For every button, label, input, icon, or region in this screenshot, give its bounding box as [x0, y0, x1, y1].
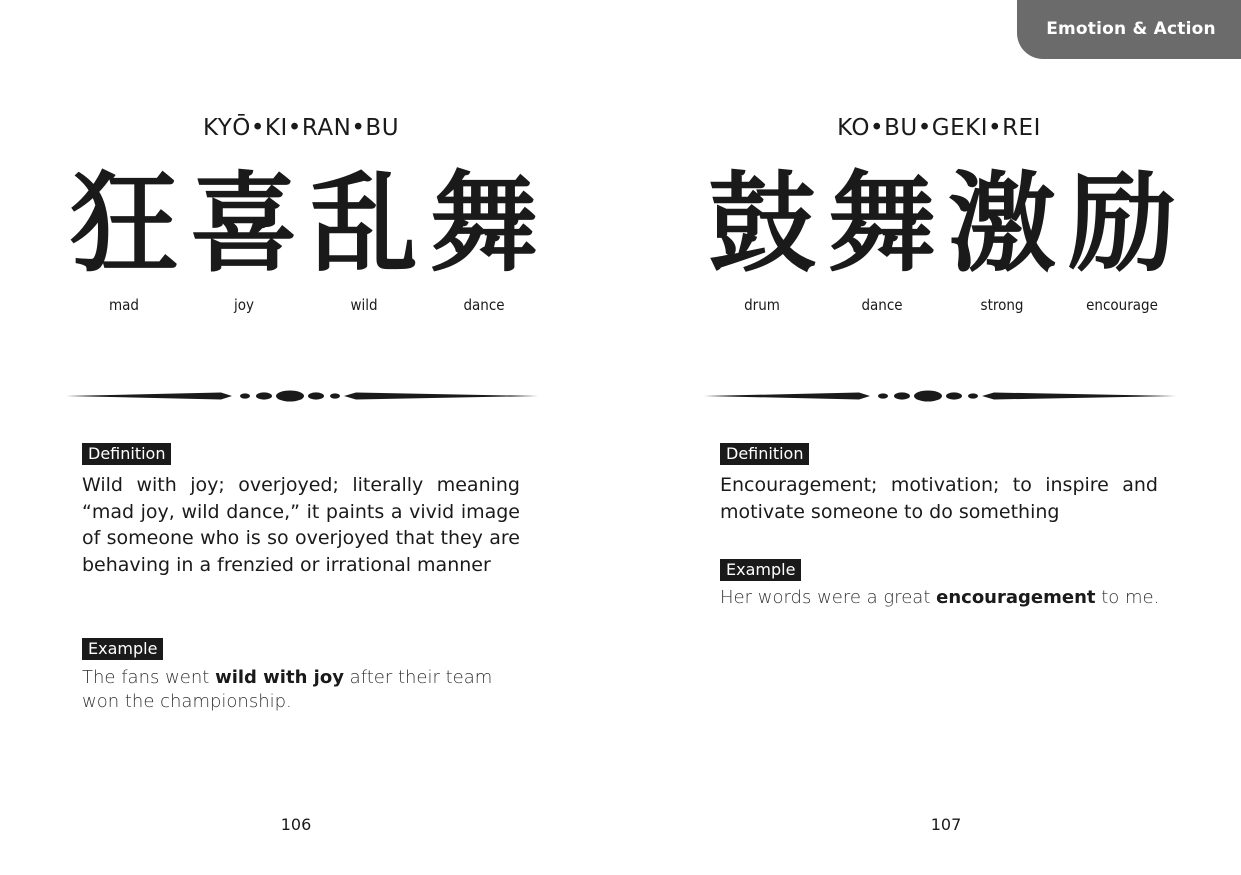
- kanji-gloss: encourage: [1086, 296, 1158, 314]
- romaji-reading: KYŌ•KI•RAN•BU: [202, 115, 400, 141]
- example-text-part: to me.: [1095, 587, 1160, 608]
- example-label: Example: [82, 638, 163, 660]
- example-text-part: after their team won the championship.: [82, 667, 493, 712]
- example-text: [720, 586, 1160, 610]
- kanji-row: [704, 161, 1180, 287]
- kanji-character: 喜: [189, 161, 298, 287]
- kanji-gloss: mad: [109, 296, 139, 314]
- gloss-row: [704, 296, 1180, 314]
- left-page: [66, 0, 538, 875]
- kanji-character: 鼓: [707, 161, 816, 287]
- example-text-part: Her words were a great: [720, 587, 937, 608]
- example-highlight: encouragement: [936, 587, 1096, 608]
- chapter-tab: Emotion & Action: [1017, 0, 1241, 59]
- example-label: Example: [720, 559, 801, 581]
- ornamental-divider-icon: [704, 383, 1176, 409]
- kanji-character: 乱: [309, 161, 418, 287]
- kanji-gloss: dance: [861, 296, 903, 314]
- kanji-character: 舞: [429, 161, 538, 287]
- right-page: [704, 0, 1176, 875]
- kanji-character: 狂: [69, 161, 178, 287]
- page-number: 106: [280, 815, 312, 834]
- kanji-character: 激: [947, 161, 1056, 287]
- definition-label: Definition: [720, 443, 809, 465]
- gloss-row: [66, 296, 542, 314]
- kanji-row: [66, 161, 542, 287]
- kanji-gloss: dance: [463, 296, 505, 314]
- example-text-part: The fans went: [82, 667, 216, 688]
- romaji-reading: KO•BU•GEKI•REI: [837, 115, 1041, 141]
- kanji-gloss: strong: [980, 296, 1024, 314]
- kanji-gloss: drum: [744, 296, 780, 314]
- definition-label: Definition: [82, 443, 171, 465]
- ornamental-divider-icon: [66, 383, 538, 409]
- definition-text: Wild with joy; overjoyed; literally meaning “mad joy, wild dance,” it paints a vivid image of someone who is so overjoyed that they are behaving in a frenzied or irrational manner: [82, 474, 520, 576]
- example-highlight: wild with joy: [215, 667, 344, 688]
- page-number: 107: [930, 815, 962, 834]
- example-text: [82, 666, 522, 714]
- kanji-character: 舞: [827, 161, 936, 287]
- kanji-gloss: joy: [234, 296, 254, 314]
- kanji-character: 励: [1067, 161, 1176, 287]
- definition-text: Encouragement; motivation; to inspire and motivate someone to do something: [720, 474, 1158, 523]
- kanji-gloss: wild: [350, 296, 378, 314]
